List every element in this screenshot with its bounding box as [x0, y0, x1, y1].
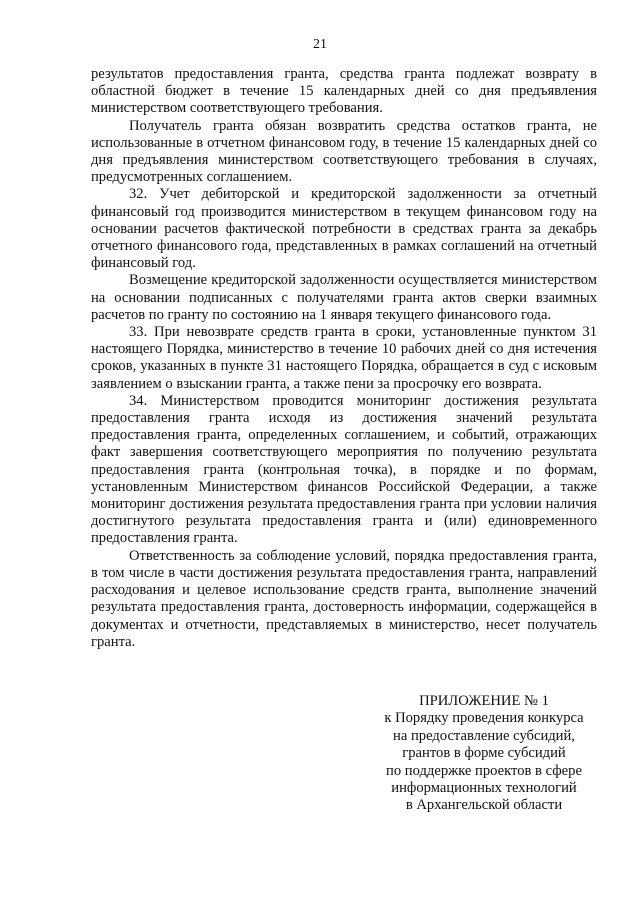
- paragraph-creditor-debt: Возмещение кредиторской задолженности осуществляется министерством на основании подписанных с получателями гранта актов сверки взаимных расчетов по гранту по состоянию на 1 января текущего финансового года.: [91, 272, 597, 323]
- paragraph-32: 32. Учет дебиторской и кредиторской задолженности за отчетный финансовый год производится министерством в текущем финансовом году на основании расчетов фактической потребности в средствах гранта за декабрь отчетного финансового года, представленных в рамках соглашений на отчетный финансовый год.: [91, 186, 597, 272]
- appendix-block: [368, 693, 600, 815]
- appendix-line: по поддержке проектов в сфере: [386, 762, 582, 779]
- page-number: 21: [313, 37, 327, 52]
- paragraph-responsibility: Ответственность за соблюдение условий, порядка предоставления гранта, в том числе в части достижения результата предоставления гранта, направлений расходования и целевое использование средств гранта, выполнение значений результата предоставления гранта, достоверность информации, содержащейся в документах и отчетности, представляемых в министерство, несет получатель гранта.: [91, 547, 597, 650]
- appendix-line: информационных технологий: [391, 780, 577, 797]
- document-body: [91, 66, 597, 651]
- appendix-line: на предоставление субсидий,: [393, 727, 575, 744]
- paragraph-continuation: результатов предоставления гранта, средства гранта подлежат возврату в областной бюджет в течение 15 календарных дней со дня предъявления министерством соответствующего требования.: [91, 66, 597, 117]
- appendix-line: к Порядку проведения конкурса: [384, 710, 584, 727]
- paragraph-grant-return: Получатель гранта обязан возвратить средства остатков гранта, не использованные в отчетном финансовом году, в течение 15 календарных дней со дня предъявления министерством соответствующего требования в случаях, предусмотренных соглашением.: [91, 117, 597, 186]
- appendix-line: в Архангельской области: [405, 797, 563, 814]
- appendix-line: грантов в форме субсидий: [402, 745, 566, 762]
- paragraph-33: 33. При невозврате средств гранта в сроки, установленные пунктом 31 настоящего Порядка, министерство в течение 10 рабочих дней со дня истечения сроков, указанных в пункте 31 настоящего Порядка, обращается в суд с исковым заявлением о взыскании гранта, а также пени за просрочку его возврата.: [91, 324, 597, 392]
- paragraph-34: 34. Министерством проводится мониторинг достижения результата предоставления гранта исходя из достижения значений результата предоставления гранта, определенных соглашением, и событий, отражающих факт завершения соответствующего мероприятия по получению результата предоставления гранта (контрольная точка), в порядке и по формам, установленным Министерством финансов Российской Федерации, а также мониторинг достижения результата предоставления гранта при условии наличия достигнутого результата предоставления гранта и (или) единовременного предоставления гранта.: [91, 392, 597, 547]
- appendix-title: ПРИЛОЖЕНИЕ № 1: [419, 693, 549, 709]
